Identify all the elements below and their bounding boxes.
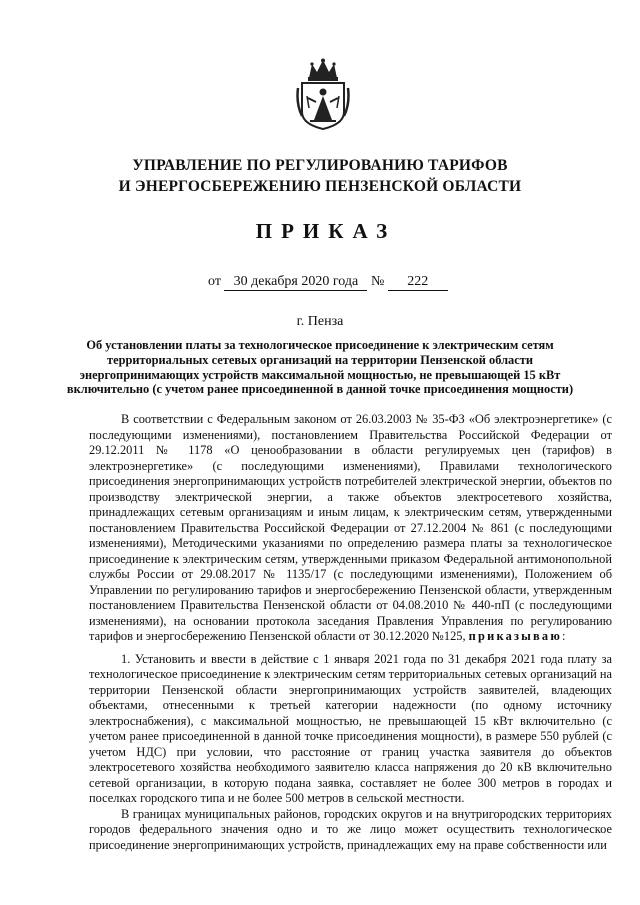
org-name-line-1: УПРАВЛЕНИЕ ПО РЕГУЛИРОВАНИЮ ТАРИФОВ <box>132 157 508 174</box>
number-sign: № <box>370 274 385 289</box>
clause-paragraph: В границах муниципальных районов, городских округов и на внутригородских территориях городов федерального значения одно и то же лицо может осуществить технологическое присоединение энергопринимающих устройств, принадлежащих ему на праве собственности или <box>89 806 612 852</box>
clause-1-paragraph: 1. Установить и ввести в действие с 1 января 2021 года по 31 декабря 2021 года плату за технологическое присоединение к электрическим сетям территориальных сетевых организаций на территории Пензенской области энергопринимающих устройств заявителей, владеющих объектами, отнесенными к третьей категории надежности (по одному источнику электроснабжения), с максимальной мощностью, не превышающей 15 кВт включительно (с учетом ранее присоединенной в данной точке присоединения мощности), в размере 550 рублей (с учетом НДС) при условии, что расстояние от границ участка заявителя до объектов электросетевого хозяйства необходимого заявителю класса напряжения до 20 кВ включительно сетевой организации, в которую подана заявка, составляет не более 300 метров в городах и поселках городского типа и не более 500 метров в сельской местности. <box>89 651 612 805</box>
date-prefix: от <box>208 274 221 289</box>
penza-coat-of-arms-icon <box>296 58 350 130</box>
order-date-line <box>208 274 448 291</box>
order-title-line: территориальных сетевых организаций на территории Пензенской области <box>107 352 533 367</box>
org-name-line-2: И ЭНЕРГОСБЕРЕЖЕНИЮ ПЕНЗЕНСКОЙ ОБЛАСТИ <box>118 178 522 195</box>
order-date: 30 декабря 2020 года <box>224 274 367 291</box>
order-title <box>60 338 580 397</box>
order-title-line: энергопринимающих устройств максимальной мощностью, не превышающей 15 кВт <box>79 367 561 382</box>
preamble-text: В соответствии с Федеральным законом от 26.03.2003 № 35-ФЗ «Об электроэнергетике» (с последующими изменениями), постановлением Правительства Российской Федерации от 29.12.2011 № 1178 «О ценообразовании в области регулируемых цен (тарифов) в электроэнергетике» (с последующими изменениями), Правилами технологического присоединения энергопринимающих устройств потребителей электрической энергии, объектов по производству электрической энергии, а также объектов электросетевого хозяйства, принадлежащих сетевым организациям и иным лицам, к электрическим сетям, утвержденными постановлением Правительства Российской Федерации от 27.12.2004 № 861 (с последующими изменениями), Методическими указаниями по определению размера платы за технологическое присоединение к электрическим сетям, утвержденными приказом Федеральной антимонопольной службы России от 29.08.2017 № 1135/17 (с последующими изменениями), Положением об Управлении по регулированию тарифов и энергосбережению Пензенской области, утвержденным постановлением Правительства Пензенской области от 04.08.2010 № 440-пП (с последующими изменениями), на основании протокола заседания Правления Управления по регулированию тарифов и энергосбережению Пензенской области от 30.12.2020 №125, <box>89 412 612 643</box>
order-title-line: включительно (с учетом ранее присоединенной в данной точке присоединения мощности) <box>66 382 574 397</box>
order-verb-colon: : <box>562 629 566 643</box>
order-number: 222 <box>388 274 448 291</box>
order-body <box>89 412 612 853</box>
document-type-title: ПРИКАЗ <box>255 219 397 243</box>
order-city: г. Пенза <box>296 314 344 329</box>
preamble-paragraph <box>89 412 612 645</box>
order-title-line: Об установлении платы за технологическое присоединение к электрическим сетям <box>86 338 554 352</box>
order-verb: приказываю <box>468 629 562 643</box>
